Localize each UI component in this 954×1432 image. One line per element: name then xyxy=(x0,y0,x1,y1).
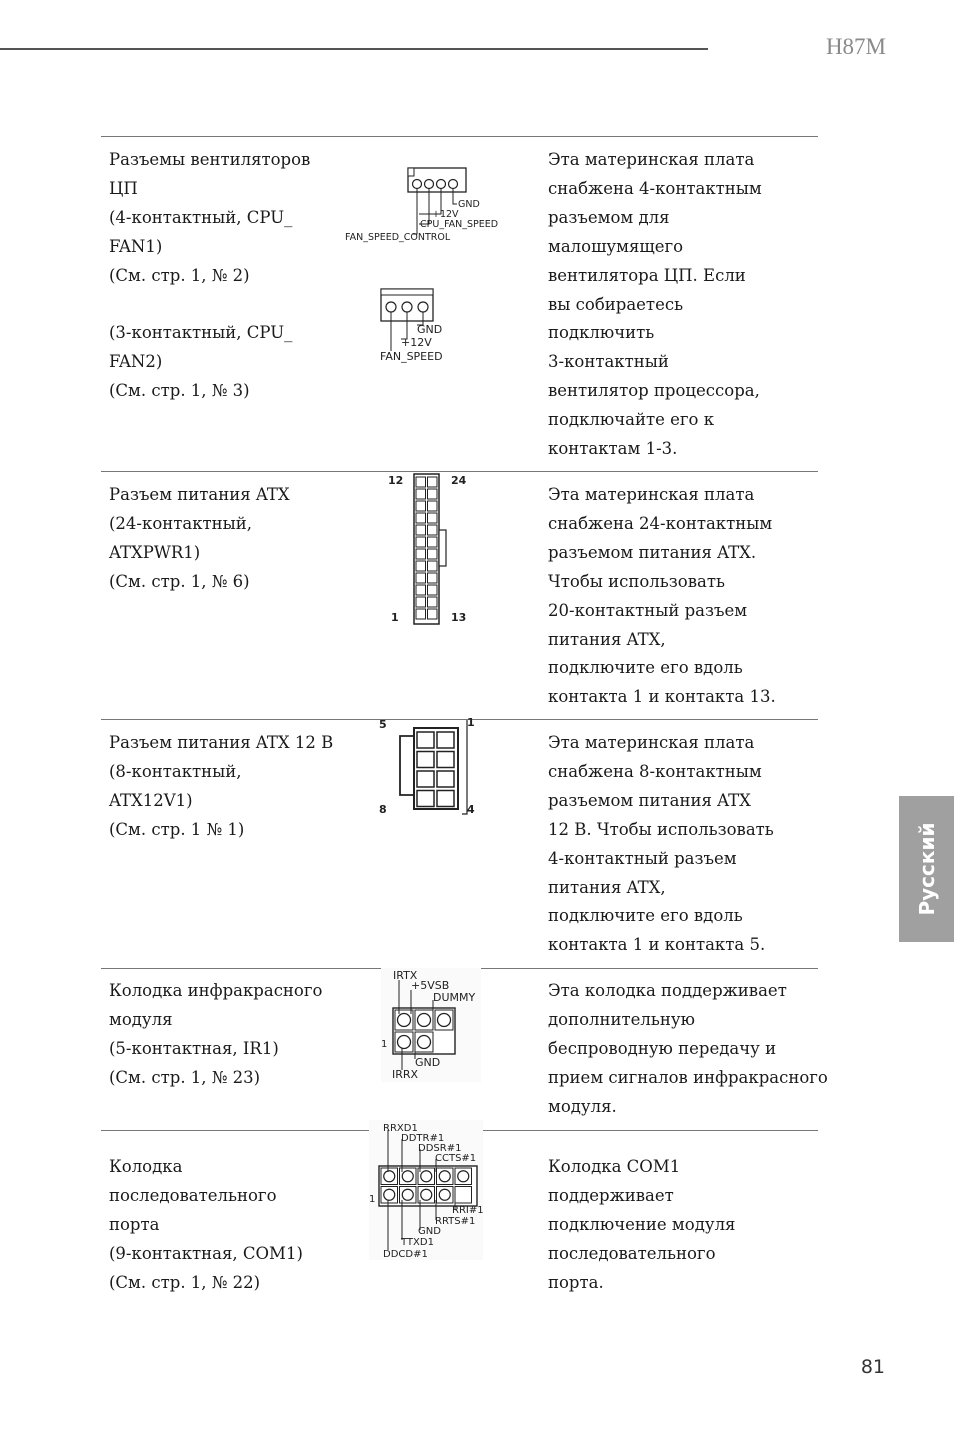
text-line: прием сигналов инфракрасного xyxy=(548,1067,828,1087)
text-line: разъемом для xyxy=(548,207,670,227)
atx24-label-13: 13 xyxy=(451,611,467,624)
row-atx12v-description xyxy=(548,729,823,960)
cpu-fan2-diagram xyxy=(375,285,475,367)
atx24-pin xyxy=(428,561,438,571)
atx24-pin xyxy=(428,573,438,583)
atx24-pin xyxy=(416,513,426,523)
text-line: Чтобы использовать xyxy=(548,571,725,591)
text-line: (См. стр. 1 № 1) xyxy=(109,819,245,839)
atx24-pin xyxy=(428,489,438,499)
atx24-pin xyxy=(428,609,438,619)
pin-label-gnd: GND xyxy=(458,199,480,210)
pin1-label: 1 xyxy=(381,1039,388,1050)
text-line: поддерживает xyxy=(548,1185,674,1205)
pin-label-cpu-fan-speed: CPU_FAN_SPEED xyxy=(420,219,499,230)
atx24-pin xyxy=(428,597,438,607)
atx24-pin xyxy=(428,549,438,559)
atx12v-pin xyxy=(437,791,454,807)
pin-label-irrx: IRRX xyxy=(392,1068,419,1081)
row-com-description xyxy=(548,1153,823,1298)
row-ir-title xyxy=(109,977,349,1093)
text-line: питания ATX, xyxy=(548,877,666,897)
row-atx24-description xyxy=(548,481,823,712)
text-line: (4-контактный, CPU_ xyxy=(109,207,293,227)
text-line: разъемом питания ATX xyxy=(548,790,751,810)
text-line: Колодка COM1 xyxy=(548,1157,681,1176)
atx12v-label-5: 5 xyxy=(379,718,387,731)
ir1-diagram xyxy=(375,966,485,1084)
pin-label-ddcd1: DDCD#1 xyxy=(383,1249,428,1260)
text-line: (8-контактный, xyxy=(109,761,242,781)
text-line: 4-контактный разъем xyxy=(548,848,737,868)
atx12v-pin xyxy=(417,771,434,787)
atx24-pin xyxy=(416,561,426,571)
atx24-pin xyxy=(416,549,426,559)
text-line: подключите его вдоль xyxy=(548,658,743,678)
text-line: ЦП xyxy=(109,178,138,198)
text-line: контактам 1-3. xyxy=(548,439,678,459)
atx24-label-12: 12 xyxy=(388,474,404,487)
text-line: Эта материнская плата xyxy=(548,485,755,504)
atx12v-label-1: 1 xyxy=(467,716,475,729)
text-line: вы собираетесь xyxy=(548,294,684,314)
atx24-pin xyxy=(416,585,426,595)
com1-diagram xyxy=(365,1120,485,1260)
atx24-pin xyxy=(416,537,426,547)
atx24-pin xyxy=(416,489,426,499)
atx12v-pin xyxy=(417,791,434,807)
atx24-pin xyxy=(416,609,426,619)
text-line: Эта материнская плата xyxy=(548,150,755,169)
text-line: (5-контактная, IR1) xyxy=(109,1038,279,1058)
text-line: (См. стр. 1, № 23) xyxy=(109,1067,261,1087)
atx12v-diagram xyxy=(375,714,485,819)
text-line: порта. xyxy=(548,1272,604,1292)
pin-label-rri1: RRI#1 xyxy=(452,1205,484,1216)
language-tab xyxy=(899,796,954,942)
text-line: (3-контактный, CPU_ xyxy=(109,323,293,343)
text-line: 20-контактный разъем xyxy=(548,600,748,620)
text-line: подключайте его к xyxy=(548,410,715,430)
pin-label-fan-speed: FAN_SPEED xyxy=(380,350,443,363)
pin-label-rrts1: RRTS#1 xyxy=(435,1216,476,1227)
atx12v-pin xyxy=(417,752,434,768)
atx12v-pin xyxy=(437,771,454,787)
atx12v-pin xyxy=(437,732,454,748)
text-line: контакта 1 и контакта 13. xyxy=(548,687,776,707)
atx24-pin xyxy=(416,573,426,583)
atx24-pin xyxy=(428,525,438,535)
text-line: Колодка xyxy=(109,1157,183,1176)
model-name: H87M xyxy=(825,34,886,59)
header-rule xyxy=(0,48,708,50)
atx12v-label-4: 4 xyxy=(467,803,475,816)
text-line: FAN1) xyxy=(109,236,163,256)
table-rule xyxy=(101,136,818,137)
atx24-pin xyxy=(428,501,438,511)
row-com-title xyxy=(109,1153,349,1298)
pin-label-fan-speed-control: FAN_SPEED_CONTROL xyxy=(345,232,451,243)
row-cpu-fan-description xyxy=(548,146,823,464)
text-line: Разъем питания ATX 12 В xyxy=(109,733,334,752)
text-line: снабжена 8-контактным xyxy=(548,761,762,781)
row-atx12v-title xyxy=(109,729,349,845)
language-tab-label: Русский xyxy=(914,822,939,916)
text-line: 3-контактный xyxy=(548,352,669,372)
text-line: модуля. xyxy=(548,1096,617,1116)
pin-label-irtx: IRTX xyxy=(393,969,418,982)
blank-line xyxy=(109,291,349,320)
text-line: подключить xyxy=(548,323,655,343)
pin-label-ddsr1: DDSR#1 xyxy=(418,1143,462,1154)
text-line: (См. стр. 1, № 22) xyxy=(109,1272,261,1292)
atx24-label-1: 1 xyxy=(391,611,399,624)
pin-label-gnd: GND xyxy=(415,1056,441,1069)
text-line: снабжена 4-контактным xyxy=(548,178,762,198)
text-line: последовательного xyxy=(548,1243,716,1263)
page-number: 81 xyxy=(860,1356,885,1378)
text-line: 12 В. Чтобы использовать xyxy=(548,819,774,839)
text-line: вентилятора ЦП. Если xyxy=(548,265,746,285)
text-line: питания ATX, xyxy=(548,629,666,649)
atx24-pin xyxy=(428,585,438,595)
row-atx24-title xyxy=(109,481,349,597)
text-line: последовательного xyxy=(109,1185,277,1205)
text-line: модуля xyxy=(109,1009,173,1029)
text-line: подключите его вдоль xyxy=(548,906,743,926)
text-line: Разъемы вентиляторов xyxy=(109,150,311,169)
text-line: (9-контактная, COM1) xyxy=(109,1243,303,1263)
atx24-pin xyxy=(416,525,426,535)
text-line: малошумящего xyxy=(548,236,684,256)
text-line: (24-контактный, xyxy=(109,513,253,533)
text-line: ATX12V1) xyxy=(109,790,193,810)
atx24-pin xyxy=(428,513,438,523)
row-cpu-fan-title xyxy=(109,146,349,406)
text-line: (См. стр. 1, № 6) xyxy=(109,571,250,591)
text-line: FAN2) xyxy=(109,352,163,372)
text-line: Колодка инфракрасного xyxy=(109,981,323,1000)
text-line: снабжена 24-контактным xyxy=(548,513,773,533)
pin-label-ddtr1: DDTR#1 xyxy=(401,1133,445,1144)
atx24-diagram xyxy=(380,468,480,628)
text-line: разъемом питания ATX. xyxy=(548,542,757,562)
atx12v-pin xyxy=(417,732,434,748)
text-line: вентилятор процессора, xyxy=(548,381,760,401)
text-line: ATXPWR1) xyxy=(109,542,201,562)
text-line: (См. стр. 1, № 2) xyxy=(109,265,250,285)
pin-label-ccts1: CCTS#1 xyxy=(435,1153,477,1164)
atx12v-pin-grid xyxy=(417,732,454,807)
atx12v-label-8: 8 xyxy=(379,803,387,816)
pin-label-dummy: DUMMY xyxy=(433,991,476,1004)
text-line: подключение модуля xyxy=(548,1214,736,1234)
pin-label-rrxd1: RRXD1 xyxy=(383,1123,418,1134)
row-ir-description xyxy=(548,977,828,1122)
pin-label-gnd: GND xyxy=(417,323,443,336)
atx24-pin xyxy=(428,537,438,547)
text-line: Эта материнская плата xyxy=(548,733,755,752)
pin-label-gnd: GND xyxy=(418,1226,441,1237)
cpu-fan1-diagram xyxy=(340,162,515,244)
text-line: (См. стр. 1, № 3) xyxy=(109,381,250,401)
text-line: Эта колодка поддерживает xyxy=(548,981,787,1000)
pin-label-12v: +12V xyxy=(432,209,459,220)
pin1-label: 1 xyxy=(369,1194,376,1205)
atx24-pin xyxy=(416,597,426,607)
text-line: дополнительную xyxy=(548,1009,695,1029)
text-line: беспроводную передачу и xyxy=(548,1038,777,1058)
text-line: Разъем питания ATX xyxy=(109,485,290,504)
atx24-pin xyxy=(416,501,426,511)
atx24-pin xyxy=(428,477,438,487)
atx24-pin xyxy=(416,477,426,487)
com1-pin-cell xyxy=(455,1187,472,1204)
pin-label-ttxd1: TTXD1 xyxy=(401,1237,434,1248)
pin-label-12v: +12V xyxy=(401,336,432,349)
pin-label-5vsb: +5VSB xyxy=(411,979,450,992)
text-line: контакта 1 и контакта 5. xyxy=(548,935,766,955)
atx24-label-24: 24 xyxy=(451,474,467,487)
atx12v-pin xyxy=(437,752,454,768)
text-line: порта xyxy=(109,1214,160,1234)
